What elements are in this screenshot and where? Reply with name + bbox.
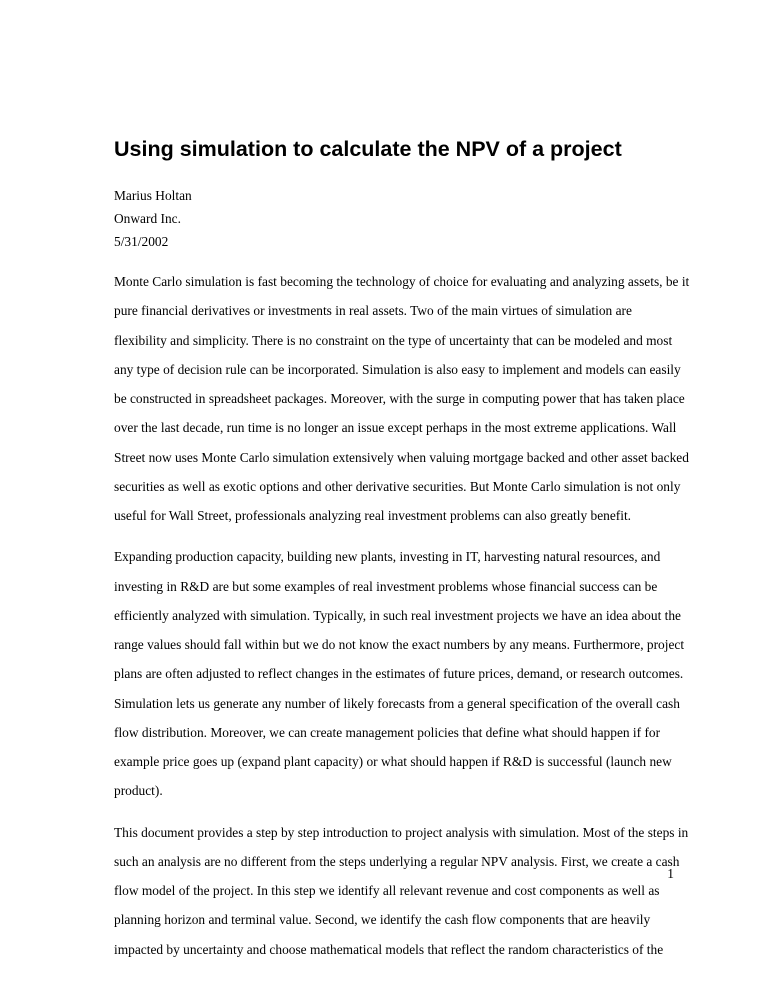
text-line: over the last decade, run time is no longer an issue except perhaps in the most extreme applications. Wall bbox=[114, 420, 677, 436]
organization-name: Onward Inc. bbox=[114, 211, 181, 226]
text-line: Street now uses Monte Carlo simulation extensively when valuing mortgage backed and other asset backed bbox=[114, 449, 689, 465]
text-line: Monte Carlo simulation is fast becoming the technology of choice for evaluating and analyzing assets, be it bbox=[114, 274, 690, 289]
text-line: such an analysis are no different from the steps underlying a regular NPV analysis. First, we create a cash bbox=[114, 853, 680, 869]
document-body bbox=[114, 267, 690, 964]
paragraph bbox=[114, 267, 690, 530]
text-line: This document provides a step by step introduction to project analysis with simulation. Most of the steps in bbox=[114, 824, 689, 840]
text-line: securities as well as exotic options and other derivative securities. But Monte Carlo simulation is not only bbox=[114, 478, 681, 494]
text-line: Simulation lets us generate any number of likely forecasts from a general specification of the overall cash bbox=[114, 695, 680, 711]
text-line: be constructed in spreadsheet packages. Moreover, with the surge in computing power that has taken place bbox=[114, 391, 685, 406]
page-number: 1 bbox=[667, 866, 674, 881]
text-line: Expanding production capacity, building new plants, investing in IT, harvesting natural resources, and bbox=[114, 549, 661, 565]
text-line: range values should fall within but we do not know the exact numbers by any means. Furthermore, project bbox=[114, 637, 685, 652]
text-line: useful for Wall Street, professionals analyzing real investment problems can also greatly benefit. bbox=[114, 508, 632, 523]
text-line: efficiently analyzed with simulation. Typically, in such real investment projects we have an idea about the bbox=[114, 607, 681, 623]
text-line: plans are often adjusted to reflect changes in the estimates of future prices, demand, or research outcomes. bbox=[114, 666, 684, 682]
text-line: pure financial derivatives or investments in real assets. Two of the main virtues of simulation are bbox=[114, 303, 632, 319]
text-line: investing in R&D are but some examples of real investment problems whose financial success can be bbox=[114, 578, 658, 594]
paragraph bbox=[114, 818, 689, 964]
paragraph bbox=[114, 542, 685, 805]
text-line: flow model of the project. In this step we identify all relevant revenue and cost components as well as bbox=[114, 883, 660, 898]
document-meta bbox=[114, 184, 674, 253]
document-title: Using simulation to calculate the NPV of a project bbox=[114, 137, 622, 161]
document-date: 5/31/2002 bbox=[114, 234, 169, 249]
author-name: Marius Holtan bbox=[114, 188, 192, 203]
text-line: product). bbox=[114, 783, 163, 799]
paragraph-gap bbox=[114, 806, 674, 818]
text-line: example price goes up (expand plant capacity) or what should happen if R&D is successful (launch new bbox=[114, 754, 672, 769]
text-line: flow distribution. Moreover, we can create management policies that define what should happen if for bbox=[114, 724, 661, 740]
text-line: planning horizon and terminal value. Second, we identify the cash flow components that are heavily bbox=[114, 912, 651, 928]
paragraph-gap bbox=[114, 530, 674, 542]
text-line: impacted by uncertainty and choose mathematical models that reflect the random characteristics of the bbox=[114, 941, 664, 957]
text-line: flexibility and simplicity. There is no constraint on the type of uncertainty that can be modeled and most bbox=[114, 332, 673, 348]
text-line: any type of decision rule can be incorporated. Simulation is also easy to implement and models can easily bbox=[114, 361, 681, 377]
